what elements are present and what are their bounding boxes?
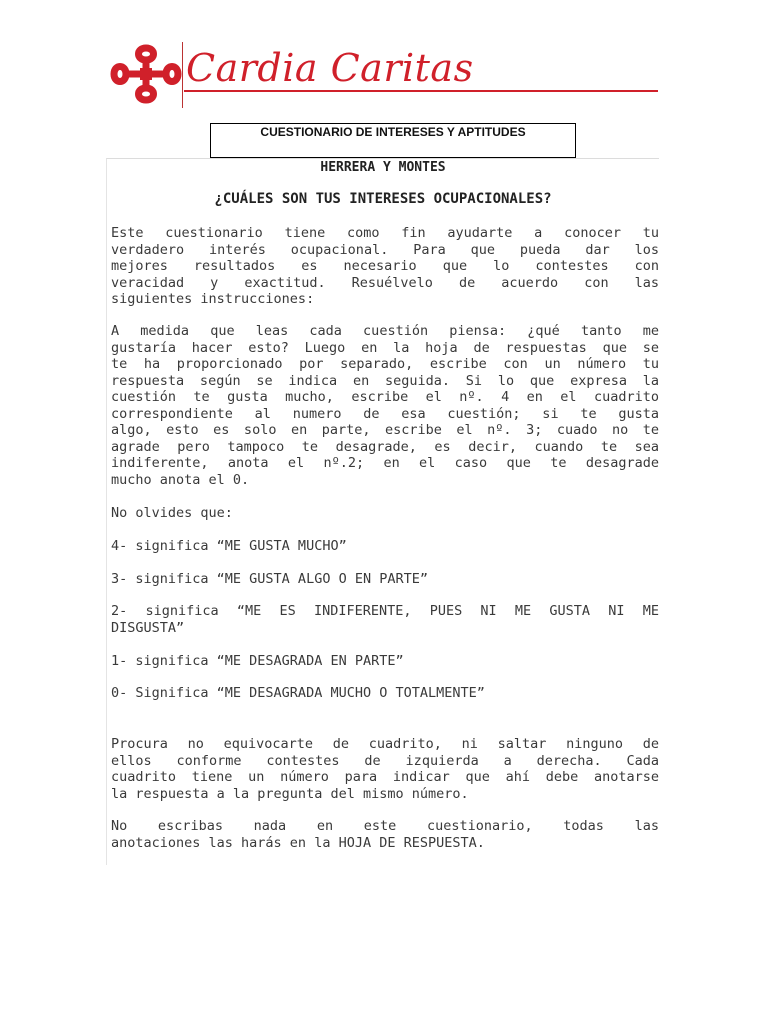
care-paragraph bbox=[111, 736, 659, 802]
instruction-line: te ha proporcionado por separado, escribe con un número tu bbox=[111, 356, 659, 372]
instruction-line: algo, esto es solo en parte, escribe el nº. 3; cuado no te bbox=[111, 422, 659, 438]
caritas-cross-logo bbox=[108, 42, 184, 106]
authors: HERRERA Y MONTES bbox=[320, 160, 446, 175]
brand-rule bbox=[184, 90, 658, 92]
instruction-line: A medida que leas cada cuestión piensa: ¿qué tanto me bbox=[111, 323, 659, 339]
care-line: Procura no equivocarte de cuadrito, ni saltar ninguno de bbox=[111, 736, 659, 752]
instruction-line: correspondiente al numero de esa cuestión; si te gusta bbox=[111, 405, 659, 422]
brand-name: Cardia Caritas bbox=[186, 46, 474, 90]
instruction-line: indiferente, anota el nº.2; en el caso que te desagrade bbox=[111, 455, 659, 471]
scale-2 bbox=[111, 603, 659, 636]
care-line: ellos conforme contestes de izquierda a derecha. Cada bbox=[111, 752, 659, 769]
scale-2-line: 2- significa “ME ES INDIFERENTE, PUES NI ME GUSTA NI ME bbox=[111, 603, 659, 619]
instruction-line: respuesta según se indica en seguida. Si lo que expresa la bbox=[111, 372, 659, 389]
instructions-paragraph bbox=[111, 323, 659, 488]
closing-line: No escribas nada en este cuestionario, todas las bbox=[111, 818, 659, 834]
scale-4: 4- significa “ME GUSTA MUCHO” bbox=[111, 538, 347, 554]
reminder: No olvides que: bbox=[111, 505, 233, 521]
scale-0: 0- Significa “ME DESAGRADA MUCHO O TOTALMENTE” bbox=[111, 685, 485, 701]
page-header bbox=[108, 40, 660, 110]
title-box bbox=[210, 123, 576, 158]
instruction-line: mucho anota el 0. bbox=[111, 471, 250, 488]
intro-line: Este cuestionario tiene como fin ayudarte a conocer tu bbox=[111, 225, 659, 241]
intro-line: veracidad y exactitud. Resuélvelo de acuerdo con las bbox=[111, 274, 659, 291]
intro-line: siguientes instrucciones: bbox=[111, 291, 315, 307]
scanned-document bbox=[106, 158, 659, 865]
intro-paragraph bbox=[111, 225, 659, 308]
scale-1: 1- significa “ME DESAGRADA EN PARTE” bbox=[111, 653, 404, 669]
heading: ¿CUÁLES SON TUS INTERESES OCUPACIONALES? bbox=[214, 191, 552, 207]
instruction-line: gustaría hacer esto? Luego en la hoja de respuestas que se bbox=[111, 339, 659, 356]
closing-paragraph bbox=[111, 818, 659, 851]
scale-3: 3- significa “ME GUSTA ALGO O EN PARTE” bbox=[111, 571, 428, 587]
brand-divider bbox=[182, 42, 183, 108]
scale-2-line: DISGUSTA” bbox=[111, 619, 185, 636]
intro-line: mejores resultados es necesario que lo contestes con bbox=[111, 258, 659, 274]
closing-line: anotaciones las harás en la HOJA DE RESPUESTA. bbox=[111, 834, 485, 851]
intro-line: verdadero interés ocupacional. Para que pueda dar los bbox=[111, 241, 659, 258]
instruction-line: agrade pero tampoco te desagrade, es decir, cuando te sea bbox=[111, 438, 659, 455]
care-line: la respuesta a la pregunta del mismo número. bbox=[111, 785, 469, 802]
instruction-line: cuestión te gusta mucho, escribe el nº. 4 en el cuadrito bbox=[111, 389, 659, 405]
care-line: cuadrito tiene un número para indicar que ahí debe anotarse bbox=[111, 769, 659, 785]
document-title: CUESTIONARIO DE INTERESES Y APTITUDES bbox=[260, 125, 526, 139]
